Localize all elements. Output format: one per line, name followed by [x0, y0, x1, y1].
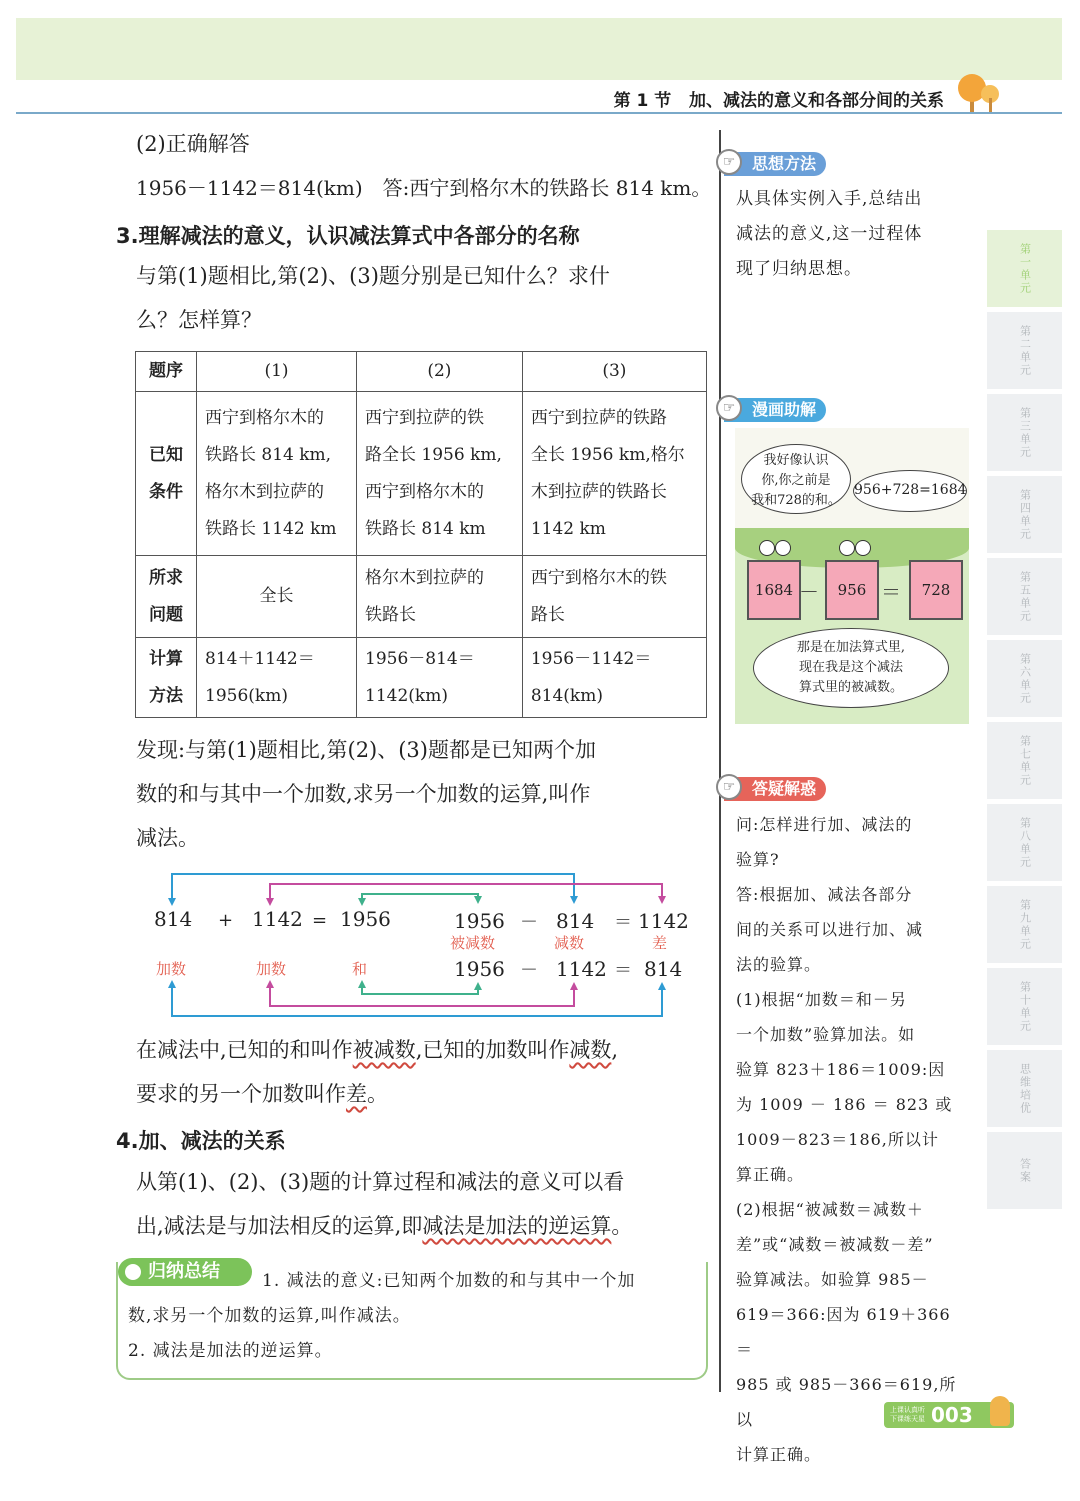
section-heading: 加、减法的意义和各部分间的关系 — [689, 91, 944, 111]
table-cell: 西宁到格尔木的铁 路长 — [522, 556, 706, 638]
column-divider — [719, 130, 721, 1392]
slogan-1: 上课认真听 — [890, 1406, 925, 1414]
unit-tab-9[interactable]: 第九单元 — [987, 886, 1062, 963]
table-header-row — [136, 352, 707, 392]
inverse-operation: 减法是加法的逆运算 — [422, 1214, 612, 1238]
heading-4: 4.加、减法的关系 — [116, 1129, 286, 1153]
table-cell: 814＋1142＝ 1956(km) — [197, 638, 357, 718]
target-icon — [122, 1261, 144, 1283]
eq2-difference: 814 — [644, 957, 683, 981]
eq1-difference: 1142 — [638, 909, 689, 933]
cartoon-eye-icon — [839, 540, 855, 556]
eq1-equals: ＝ — [614, 912, 632, 933]
definition-line-2: 要求的另一个加数叫作差。 — [136, 1082, 388, 1106]
addend-1: 814 — [154, 907, 193, 931]
table-row-calc — [136, 638, 707, 718]
summary-item-1b: 数,求另一个加数的运算,叫作减法。 — [128, 1306, 411, 1326]
finding-line-1: 发现:与第(1)题相比,第(2)、(3)题都是已知两个加 — [136, 738, 596, 762]
eq2-subtrahend: 1142 — [556, 957, 607, 981]
comparison-table — [135, 351, 707, 718]
term-minuend: 被减数 — [352, 1038, 416, 1062]
cartoon-eye-icon — [855, 540, 871, 556]
pointing-hand-icon: ☞ — [716, 149, 742, 175]
unit-tab-answers[interactable]: 答案 — [987, 1132, 1062, 1209]
section-number: 第 1 节 — [613, 91, 672, 111]
eq1-minus: － — [520, 912, 538, 933]
question-line-1: 与第(1)题相比,第(2)、(3)题分别是已知什么？求什 — [136, 264, 610, 288]
number-box: 728 — [909, 560, 963, 620]
label-addend-1: 加数 — [156, 960, 187, 978]
table-cell: 1956－1142＝ 814(km) — [522, 638, 706, 718]
part2-answer: 1956－1142＝814(km) 答:西宁到格尔木的铁路长 814 km。 — [136, 176, 712, 200]
number-box: 956 — [825, 560, 879, 620]
row-label-ask: 所求问题 — [136, 556, 197, 638]
label-subtrahend: 减数 — [554, 934, 585, 952]
pointing-hand-icon: ☞ — [716, 774, 742, 800]
definition-line-1: 在减法中,已知的和叫作被减数,已知的加数叫作减数, — [136, 1038, 619, 1062]
eq1-minuend: 1956 — [454, 909, 505, 933]
eq2-minus: － — [520, 960, 538, 981]
row-label-known: 已知条件 — [136, 392, 197, 556]
summary-item-1a: 1. 减法的意义:已知两个加数的和与其中一个加 — [262, 1271, 636, 1291]
speech-bubble-2: 那是在加法算式里, 现在我是这个减法 算式里的被减数。 — [753, 628, 949, 708]
finding-line-3: 减法。 — [136, 826, 199, 850]
unit-tab-3[interactable]: 第三单元 — [987, 394, 1062, 471]
comic-panel — [735, 428, 969, 724]
unit-tab-10[interactable]: 第十单元 — [987, 968, 1062, 1045]
slogan-2: 下课练天星 — [890, 1415, 925, 1423]
equals-sign: ＝ — [881, 580, 901, 604]
term-difference: 差 — [346, 1082, 367, 1106]
table-header-cell: (1) — [197, 352, 357, 392]
qa-text: 问:怎样进行加、减法的 验算? 答:根据加、减法各部分 间的关系可以进行加、减 法的验算。 (1)根据“加数＝和－另 一个加数”验算加法。如 验算 823＋186＝1009:因 为 1009 － 186 ＝ 823 或 1009－823＝186,所以计 算正确。 (2)根据“被减数＝减数＋ 差”或“减数＝被减数－差” 验算减法。如验算 985－ 619＝366:因为 619＋366＝ 985 或 985－366＝619,所以 计算正确。 — [736, 815, 957, 1464]
header-rule — [16, 112, 1062, 114]
section-title — [614, 86, 944, 111]
table-row-known — [136, 392, 707, 556]
table-header-cell: (2) — [357, 352, 523, 392]
finding-line-2: 数的和与其中一个加数,求另一个加数的运算,叫作 — [136, 782, 591, 806]
table-header-cell: (3) — [522, 352, 706, 392]
relation-line-2: 出,减法是与加法相反的运算,即减法是加法的逆运算。 — [136, 1214, 633, 1238]
unit-tab-1[interactable]: 第一单元 — [987, 230, 1062, 307]
tree-icon — [948, 68, 1006, 116]
label-sum: 和 — [352, 960, 368, 978]
equals-sign: = — [312, 910, 328, 931]
summary-item-2: 2. 减法是加法的逆运算。 — [128, 1341, 333, 1361]
thinking-method-tag: ☞ 思想方法 — [724, 152, 826, 176]
part2-title: (2)正确解答 — [136, 132, 250, 156]
heading-3: 3.理解减法的意义，认识减法算式中各部分的名称 — [116, 224, 580, 248]
speech-bubble-eq: 956+728=1684 — [853, 470, 967, 512]
eq2-equals: ＝ — [614, 960, 632, 981]
arrow-teal-top — [362, 894, 478, 904]
arrow-blue-top — [172, 874, 574, 904]
addend-2: 1142 — [252, 907, 303, 931]
eq2-minuend: 1956 — [454, 957, 505, 981]
eq1-subtrahend: 814 — [556, 909, 595, 933]
cartoon-eye-icon — [775, 540, 791, 556]
unit-tab-5[interactable]: 第五单元 — [987, 558, 1062, 635]
number-box: 1684 — [747, 560, 801, 620]
table-header-cell: 题序 — [136, 352, 197, 392]
relation-line-1: 从第(1)、(2)、(3)题的计算过程和减法的意义可以看 — [136, 1170, 625, 1194]
cartoon-eye-icon — [759, 540, 775, 556]
comic-tag: ☞ 漫画助解 — [724, 398, 826, 422]
summary-tag: 归纳总结 — [118, 1258, 252, 1286]
table-cell: 格尔木到拉萨的 铁路长 — [357, 556, 523, 638]
unit-tab-2[interactable]: 第二单元 — [987, 312, 1062, 389]
unit-tab-thinking[interactable]: 思维培优 — [987, 1050, 1062, 1127]
unit-tab-6[interactable]: 第六单元 — [987, 640, 1062, 717]
pointing-hand-icon: ☞ — [716, 395, 742, 421]
label-difference: 差 — [652, 934, 668, 952]
unit-tab-4[interactable]: 第四单元 — [987, 476, 1062, 553]
unit-tab-7[interactable]: 第七单元 — [987, 722, 1062, 799]
table-cell: 西宁到拉萨的铁路 全长 1956 km,格尔 木到拉萨的铁路长 1142 km — [522, 392, 706, 556]
arrow-blue-bottom — [172, 984, 662, 1016]
page-number: 003 — [931, 1403, 973, 1427]
speech-bubble-1: 我好像认识 你,你之前是 我和728的和。 — [741, 444, 851, 514]
term-subtrahend: 减数 — [569, 1038, 612, 1062]
table-cell: 1956－814＝ 1142(km) — [357, 638, 523, 718]
minus-sign: － — [799, 580, 819, 604]
row-label-calc: 计算方法 — [136, 638, 197, 718]
page-badge — [884, 1402, 1014, 1428]
table-cell: 西宁到拉萨的铁 路全长 1956 km, 西宁到格尔木的 铁路长 814 km — [357, 392, 523, 556]
table-cell: 西宁到格尔木的 铁路长 814 km, 格尔木到拉萨的 铁路长 1142 km — [197, 392, 357, 556]
unit-tab-8[interactable]: 第八单元 — [987, 804, 1062, 881]
qa-tag: ☞ 答疑解惑 — [724, 777, 826, 801]
table-row-ask — [136, 556, 707, 638]
terms-diagram — [140, 866, 700, 1026]
question-line-2: 么？怎样算？ — [136, 308, 262, 332]
label-addend-2: 加数 — [256, 960, 287, 978]
mascot-icon — [990, 1396, 1010, 1426]
label-minuend: 被减数 — [450, 934, 496, 952]
sum: 1956 — [340, 907, 391, 931]
plus-sign: + — [218, 910, 234, 931]
table-cell: 全长 — [197, 556, 357, 638]
thinking-text: 从具体实例入手,总结出 减法的意义,这一过程体 现了归纳思想。 — [736, 189, 923, 279]
arrow-teal-bottom — [362, 984, 478, 994]
header-band — [16, 18, 1062, 80]
